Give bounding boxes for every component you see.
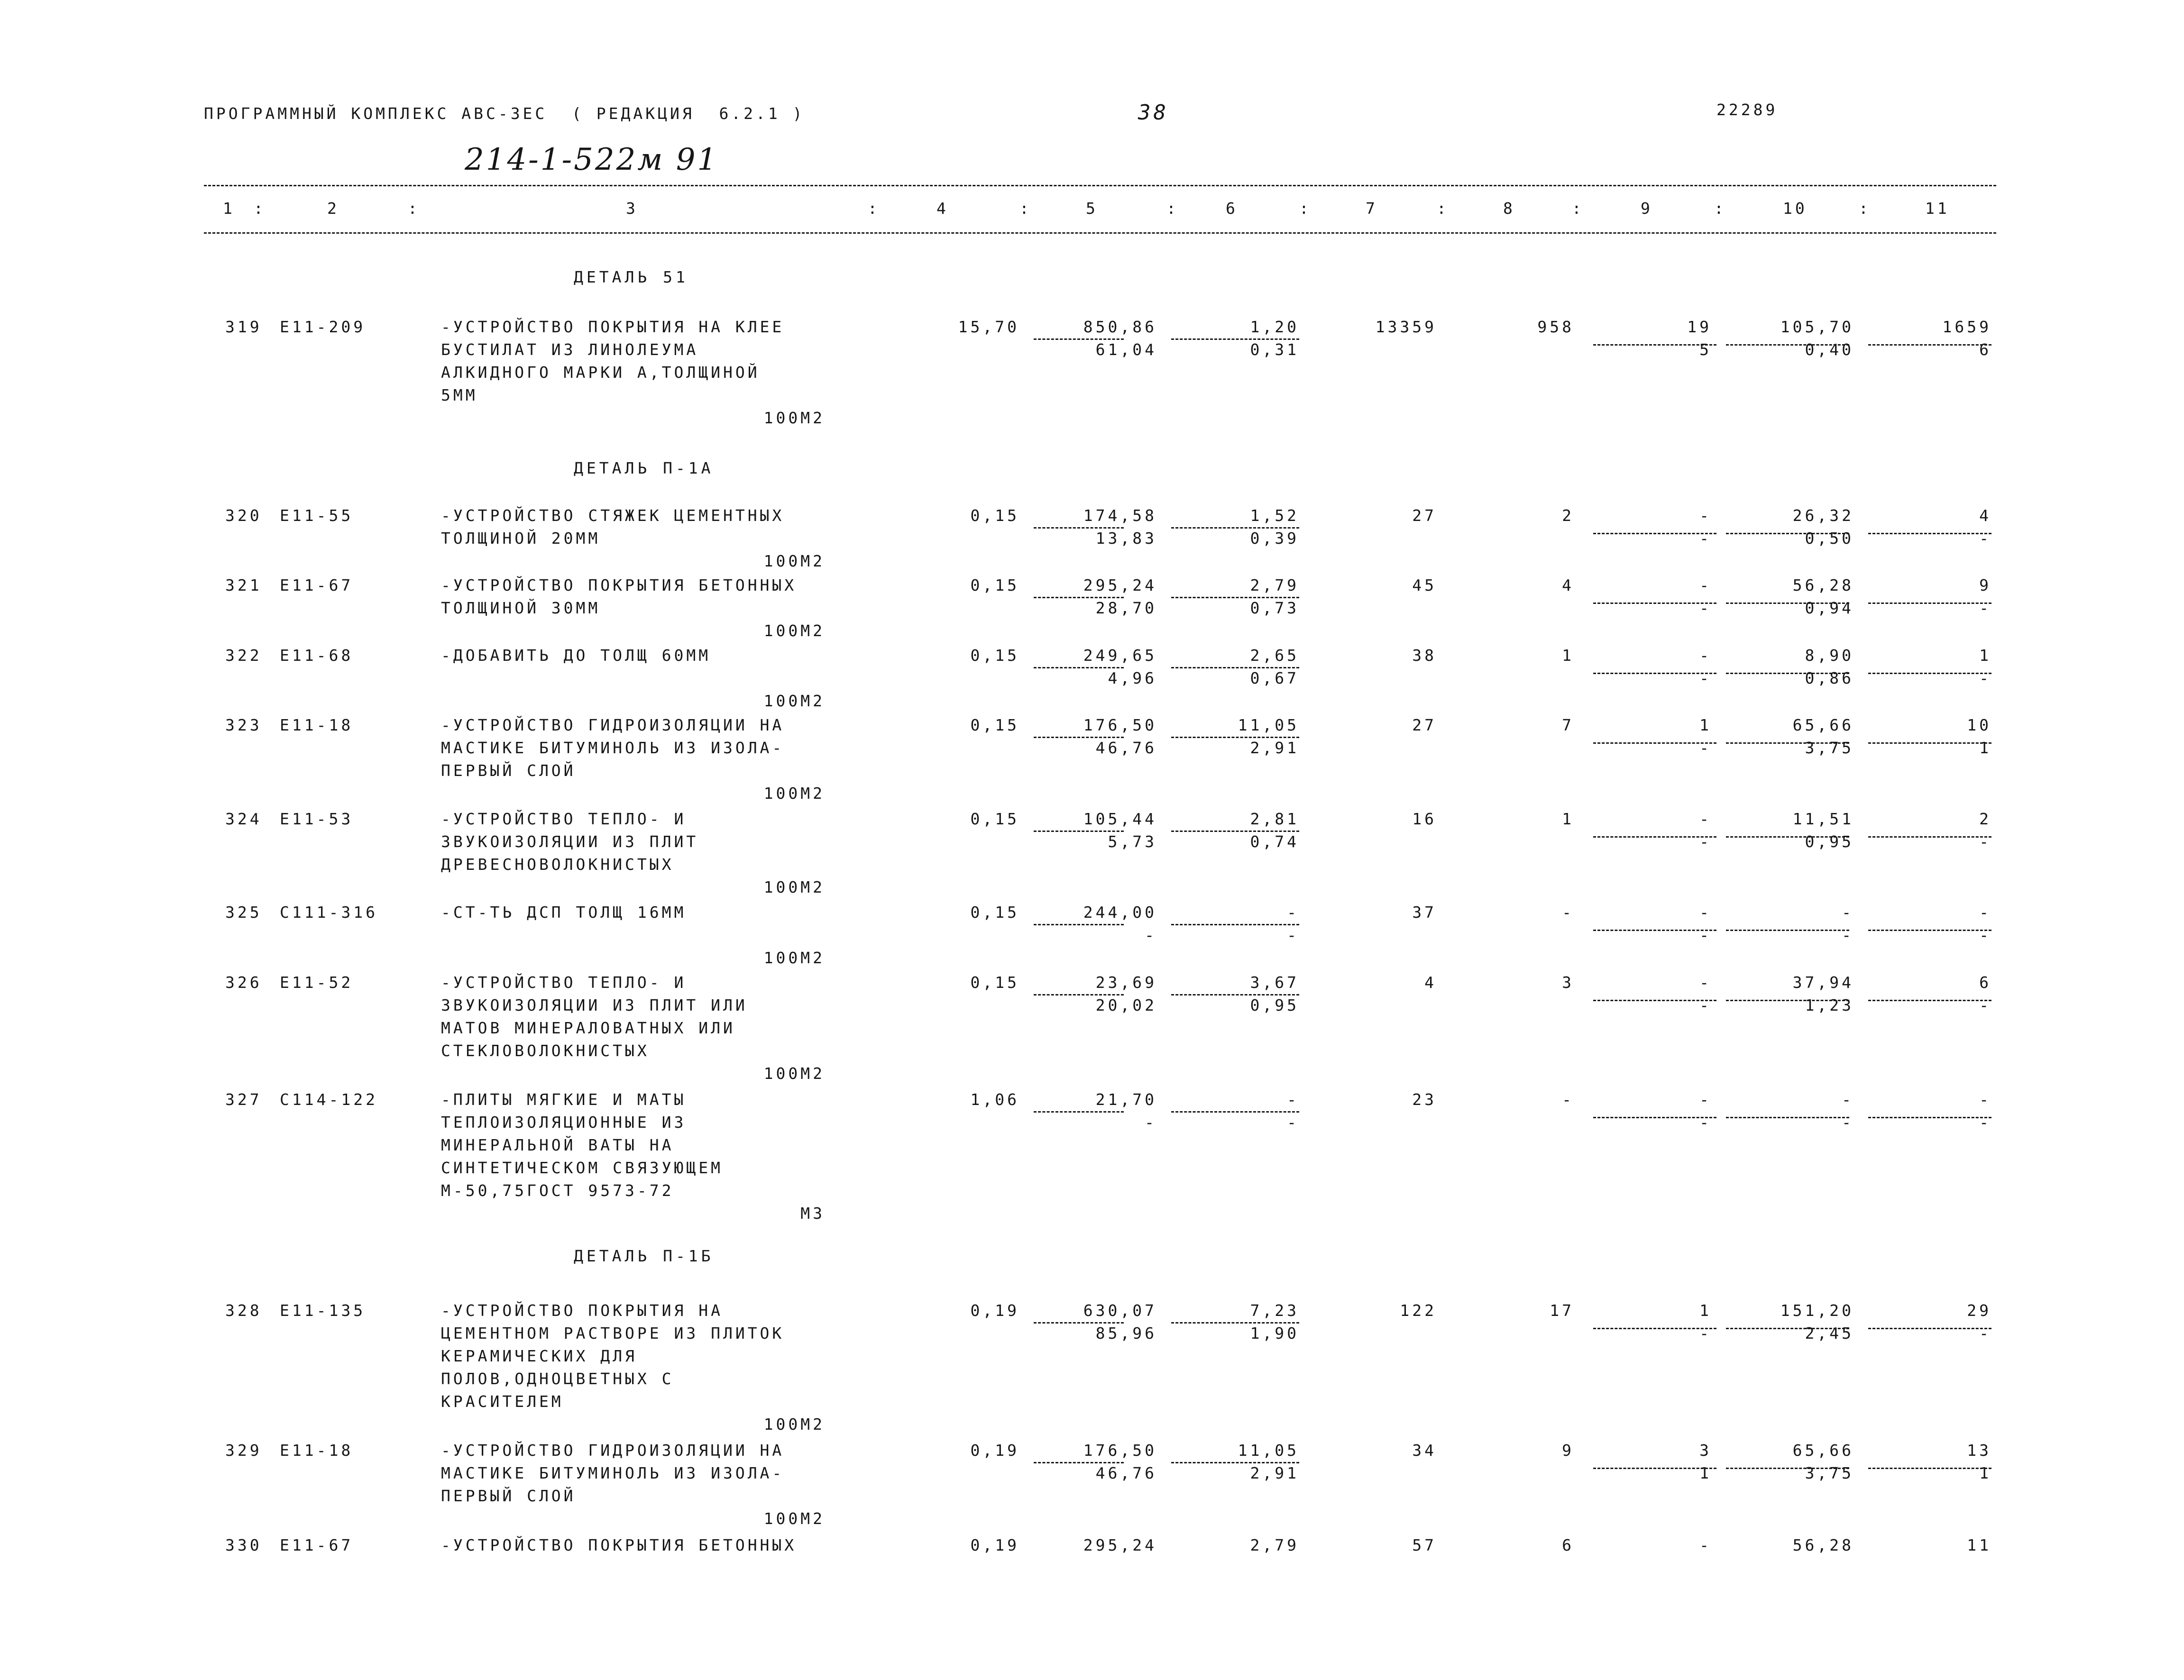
cell-col9: 3 — [1699, 1441, 1712, 1460]
cell-col8: 7 — [1562, 716, 1574, 734]
cell-col4: 15,70 — [958, 318, 1019, 336]
cell-col5-secondary: 4,96 — [1108, 669, 1157, 687]
cell-col8: 1 — [1562, 810, 1574, 828]
column-number: 7 — [1366, 199, 1378, 218]
cell-divider — [1171, 831, 1299, 832]
document-number: 22289 — [1716, 100, 1778, 119]
column-separator: : — [1714, 199, 1726, 218]
row-description-line: МАТОВ МИНЕРАЛОВАТНЫХ ИЛИ — [441, 1019, 735, 1037]
row-description-line: ЗВУКОИЗОЛЯЦИИ ИЗ ПЛИТ — [441, 832, 699, 851]
cell-col9: - — [1699, 810, 1712, 828]
row-number: 325 — [225, 903, 262, 922]
row-description-line: -СТ-ТЬ ДСП ТОЛЩ 16ММ — [441, 903, 687, 922]
cell-col11-secondary: - — [1979, 529, 1991, 548]
section-title: ДЕТАЛЬ П-1А — [574, 459, 714, 477]
cell-col5: 630,07 — [1083, 1301, 1157, 1320]
cell-col10: - — [1842, 903, 1854, 922]
cell-col6: 2,81 — [1250, 810, 1299, 828]
column-number: 2 — [327, 199, 340, 218]
column-number: 3 — [626, 199, 638, 218]
cell-col11: 29 — [1967, 1301, 1991, 1320]
row-code: Е11-52 — [280, 973, 354, 992]
cell-col11: - — [1979, 903, 1991, 922]
cell-divider — [1171, 737, 1299, 738]
cell-col5: 295,24 — [1083, 1536, 1157, 1554]
cell-col5: 176,50 — [1083, 716, 1157, 734]
column-separator: : — [408, 199, 420, 218]
cell-col6-secondary: 0,39 — [1250, 529, 1299, 548]
row-code: Е11-18 — [280, 1441, 354, 1460]
cell-col11: - — [1979, 1090, 1991, 1109]
cell-col8: 4 — [1562, 576, 1574, 594]
column-separator: : — [1437, 199, 1449, 218]
cell-col10: 11,51 — [1792, 810, 1854, 828]
cell-col8: 1 — [1562, 646, 1574, 665]
cell-col5: 295,24 — [1083, 576, 1157, 594]
cell-col7: 13359 — [1375, 318, 1437, 336]
cell-col8: - — [1562, 903, 1574, 922]
row-description-line: 5ММ — [441, 386, 478, 404]
cell-col9: - — [1699, 903, 1712, 922]
column-number: 6 — [1226, 199, 1238, 218]
cell-col9: - — [1699, 576, 1712, 594]
row-description-line: ПОЛОВ,ОДНОЦВЕТНЫХ С — [441, 1370, 674, 1388]
column-separator: : — [1166, 199, 1179, 218]
cell-col10-secondary: 3,75 — [1805, 739, 1854, 757]
cell-col5: 23,69 — [1095, 973, 1157, 992]
cell-col6: 2,65 — [1250, 646, 1299, 665]
cell-col6: 2,79 — [1250, 1536, 1299, 1554]
cell-col11-secondary: 6 — [1979, 340, 1991, 359]
cell-divider — [1034, 737, 1124, 738]
cell-divider — [1034, 1111, 1124, 1113]
cell-divider — [1171, 338, 1299, 340]
cell-col6-secondary: - — [1287, 926, 1299, 944]
row-description-line: МАСТИКЕ БИТУМИНОЛЬ ИЗ ИЗОЛА- — [441, 1464, 785, 1482]
cell-col11: 1659 — [1942, 318, 1991, 336]
cell-col9: 1 — [1699, 1301, 1712, 1320]
cell-col10: 105,70 — [1780, 318, 1854, 336]
cell-divider — [1034, 994, 1124, 995]
cell-col5-secondary: 13,83 — [1095, 529, 1157, 548]
cell-col9: - — [1699, 646, 1712, 665]
cell-col6-secondary: 0,67 — [1250, 669, 1299, 687]
cell-col11-secondary: 1 — [1979, 1464, 1991, 1482]
cell-col7: 23 — [1412, 1090, 1437, 1109]
cell-col11: 10 — [1967, 716, 1991, 734]
row-description-line: ДРЕВЕСНОВОЛОКНИСТЫХ — [441, 855, 674, 874]
row-code: Е11-68 — [280, 646, 354, 665]
cell-col6-secondary: 0,95 — [1250, 996, 1299, 1014]
cell-col5: 21,70 — [1095, 1090, 1157, 1109]
cell-col6: 11,05 — [1238, 1441, 1299, 1460]
row-unit: 100М2 — [763, 621, 825, 640]
cell-col8: 2 — [1562, 506, 1574, 525]
column-separator: : — [1299, 199, 1312, 218]
cell-col10: 65,66 — [1792, 1441, 1854, 1460]
cell-col9-secondary: - — [1699, 1324, 1712, 1342]
cell-col9: 19 — [1687, 318, 1712, 336]
cell-col5-secondary: - — [1145, 1113, 1157, 1132]
cell-col10-secondary: 2,45 — [1805, 1324, 1854, 1342]
cell-col8: 9 — [1562, 1441, 1574, 1460]
cell-col8: - — [1562, 1090, 1574, 1109]
cell-col9-secondary: 1 — [1699, 1464, 1712, 1482]
cell-divider — [1171, 527, 1299, 529]
row-number: 329 — [225, 1441, 262, 1460]
row-description-line: МАСТИКЕ БИТУМИНОЛЬ ИЗ ИЗОЛА- — [441, 739, 785, 757]
cell-col4: 0,19 — [970, 1441, 1019, 1460]
cell-col11-secondary: - — [1979, 926, 1991, 944]
cell-col10: 56,28 — [1792, 576, 1854, 594]
row-description-line: -УСТРОЙСТВО ПОКРЫТИЯ БЕТОННЫХ — [441, 576, 797, 594]
cell-col7: 27 — [1412, 506, 1437, 525]
cell-col9-secondary: 5 — [1699, 340, 1712, 359]
cell-col4: 0,15 — [970, 716, 1019, 734]
cell-col9-secondary: - — [1699, 739, 1712, 757]
cell-col6: - — [1287, 903, 1299, 922]
row-code: Е11-67 — [280, 1536, 354, 1554]
cell-col11-secondary: - — [1979, 996, 1991, 1014]
row-description-line: ЦЕМЕНТНОМ РАСТВОРЕ ИЗ ПЛИТОК — [441, 1324, 785, 1342]
cell-col10-secondary: 3,75 — [1805, 1464, 1854, 1482]
cell-col4: 0,19 — [970, 1301, 1019, 1320]
row-unit: 100М2 — [763, 552, 825, 570]
cell-col4: 0,15 — [970, 903, 1019, 922]
row-description-line: ТОЛЩИНОЙ 20ММ — [441, 529, 601, 548]
cell-col9-secondary: - — [1699, 669, 1712, 687]
header-rule-bottom — [204, 232, 1996, 234]
cell-col11-secondary: 1 — [1979, 739, 1991, 757]
column-number: 8 — [1503, 199, 1515, 218]
cell-col10-secondary: 0,95 — [1805, 832, 1854, 851]
cell-col6: 2,79 — [1250, 576, 1299, 594]
row-description-line: ТОЛЩИНОЙ 30ММ — [441, 599, 601, 617]
row-number: 327 — [225, 1090, 262, 1109]
cell-col11: 4 — [1979, 506, 1991, 525]
cell-col5: 174,58 — [1083, 506, 1157, 525]
cell-col6: 3,67 — [1250, 973, 1299, 992]
cell-col7: 45 — [1412, 576, 1437, 594]
cell-col9-secondary: - — [1699, 1113, 1712, 1132]
cell-col6: 1,20 — [1250, 318, 1299, 336]
column-number: 11 — [1925, 199, 1950, 218]
row-code: Е11-18 — [280, 716, 354, 734]
row-description-line: БУСТИЛАТ ИЗ ЛИНОЛЕУМА — [441, 340, 699, 359]
cell-col6: 1,52 — [1250, 506, 1299, 525]
cell-col6-secondary: 0,74 — [1250, 832, 1299, 851]
row-unit: 100М2 — [763, 878, 825, 896]
row-unit: 100М2 — [763, 409, 825, 427]
cell-col9-secondary: - — [1699, 996, 1712, 1014]
row-description-line: -УСТРОЙСТВО ТЕПЛО- И — [441, 973, 687, 992]
row-unit: 100М2 — [763, 1064, 825, 1083]
row-unit: 100М2 — [763, 784, 825, 803]
cell-col10: 65,66 — [1792, 716, 1854, 734]
cell-col6-secondary: 2,91 — [1250, 1464, 1299, 1482]
cell-col11: 13 — [1967, 1441, 1991, 1460]
cell-col11-secondary: - — [1979, 599, 1991, 617]
cell-col10-secondary: 0,94 — [1805, 599, 1854, 617]
cell-col11-secondary: - — [1979, 832, 1991, 851]
cell-col11: 9 — [1979, 576, 1991, 594]
row-description-line: ПЕРВЫЙ СЛОЙ — [441, 1487, 576, 1505]
column-number: 1 — [223, 199, 235, 218]
row-code: Е11-67 — [280, 576, 354, 594]
column-separator: : — [1019, 199, 1032, 218]
cell-divider — [1034, 597, 1124, 598]
cell-col7: 34 — [1412, 1441, 1437, 1460]
cell-col11-secondary: - — [1979, 1324, 1991, 1342]
cell-divider — [1034, 338, 1124, 340]
row-number: 324 — [225, 810, 262, 828]
cell-col7: 16 — [1412, 810, 1437, 828]
cell-col9-secondary: - — [1699, 832, 1712, 851]
cell-col7: 57 — [1412, 1536, 1437, 1554]
row-code: С114-122 — [280, 1090, 378, 1109]
cell-col8: 958 — [1537, 318, 1574, 336]
handwritten-project-code: 214-1-522м 91 — [465, 142, 719, 177]
cell-col5: 176,50 — [1083, 1441, 1157, 1460]
cell-col6-secondary: 0,31 — [1250, 340, 1299, 359]
cell-col10: 37,94 — [1792, 973, 1854, 992]
row-number: 320 — [225, 506, 262, 525]
row-number: 321 — [225, 576, 262, 594]
row-code: Е11-53 — [280, 810, 354, 828]
cell-col6: 7,23 — [1250, 1301, 1299, 1320]
cell-col11-secondary: - — [1979, 1113, 1991, 1132]
cell-col9-secondary: - — [1699, 529, 1712, 548]
cell-col5-secondary: - — [1145, 926, 1157, 944]
cell-col4: 0,19 — [970, 1536, 1019, 1554]
cell-col6-secondary: 0,73 — [1250, 599, 1299, 617]
row-number: 319 — [225, 318, 262, 336]
cell-col10-secondary: 0,50 — [1805, 529, 1854, 548]
cell-col5-secondary: 46,76 — [1095, 1464, 1157, 1482]
cell-divider — [1034, 527, 1124, 529]
row-description-line: КЕРАМИЧЕСКИХ ДЛЯ — [441, 1347, 637, 1365]
cell-divider — [1171, 1322, 1299, 1324]
cell-col5-secondary: 85,96 — [1095, 1324, 1157, 1342]
cell-col4: 1,06 — [970, 1090, 1019, 1109]
cell-divider — [1171, 1111, 1299, 1113]
row-code: Е11-135 — [280, 1301, 366, 1320]
cell-col9: - — [1699, 1090, 1712, 1109]
cell-col10: 56,28 — [1792, 1536, 1854, 1554]
cell-col9: 1 — [1699, 716, 1712, 734]
row-description-line: -УСТРОЙСТВО ТЕПЛО- И — [441, 810, 687, 828]
header-rule-top — [204, 185, 1996, 186]
row-description-line: ТЕПЛОИЗОЛЯЦИОННЫЕ ИЗ — [441, 1113, 687, 1132]
cell-col6-secondary: 1,90 — [1250, 1324, 1299, 1342]
cell-col7: 122 — [1400, 1301, 1437, 1320]
row-description-line: -УСТРОЙСТВО ГИДРОИЗОЛЯЦИИ НА — [441, 1441, 785, 1460]
cell-divider — [1034, 667, 1124, 668]
cell-divider — [1034, 924, 1124, 925]
cell-col10: 151,20 — [1780, 1301, 1854, 1320]
cell-col5: 249,65 — [1083, 646, 1157, 665]
row-description-line: М-50,75ГОСТ 9573-72 — [441, 1181, 674, 1200]
row-code: Е11-209 — [280, 318, 366, 336]
section-title: ДЕТАЛЬ 51 — [574, 268, 688, 286]
row-number: 326 — [225, 973, 262, 992]
cell-col7: 27 — [1412, 716, 1437, 734]
column-number: 4 — [936, 199, 949, 218]
row-description-line: АЛКИДНОГО МАРКИ А,ТОЛЩИНОЙ — [441, 363, 760, 382]
cell-col4: 0,15 — [970, 646, 1019, 665]
row-description-line: СТЕКЛОВОЛОКНИСТЫХ — [441, 1041, 650, 1060]
row-unit: 100М2 — [763, 1509, 825, 1528]
column-number: 5 — [1086, 199, 1098, 218]
row-code: Е11-55 — [280, 506, 354, 525]
cell-col4: 0,15 — [970, 576, 1019, 594]
cell-col6: - — [1287, 1090, 1299, 1109]
cell-col8: 17 — [1550, 1301, 1574, 1320]
column-separator: : — [1859, 199, 1871, 218]
column-separator: : — [254, 199, 266, 218]
cell-divider — [1034, 831, 1124, 832]
row-code: С111-316 — [280, 903, 378, 922]
cell-col4: 0,15 — [970, 506, 1019, 525]
cell-col9: - — [1699, 506, 1712, 525]
cell-divider — [1034, 1462, 1124, 1463]
row-description-line: КРАСИТЕЛЕМ — [441, 1392, 564, 1411]
row-description-line: ЗВУКОИЗОЛЯЦИИ ИЗ ПЛИТ ИЛИ — [441, 996, 748, 1014]
row-unit: 100М2 — [763, 692, 825, 710]
column-number: 9 — [1641, 199, 1653, 218]
row-description-line: -ДОБАВИТЬ ДО ТОЛЩ 60ММ — [441, 646, 711, 665]
cell-col9-secondary: - — [1699, 926, 1712, 944]
cell-divider — [1171, 994, 1299, 995]
cell-col6-secondary: 2,91 — [1250, 739, 1299, 757]
cell-col10-secondary: 0,40 — [1805, 340, 1854, 359]
column-separator: : — [868, 199, 880, 218]
cell-col9: - — [1699, 1536, 1712, 1554]
cell-col4: 0,15 — [970, 973, 1019, 992]
cell-col6-secondary: - — [1287, 1113, 1299, 1132]
cell-col4: 0,15 — [970, 810, 1019, 828]
cell-col8: 6 — [1562, 1536, 1574, 1554]
row-description-line: -УСТРОЙСТВО ПОКРЫТИЯ НА КЛЕЕ — [441, 318, 785, 336]
row-description-line: -ПЛИТЫ МЯГКИЕ И МАТЫ — [441, 1090, 687, 1109]
cell-col10-secondary: - — [1842, 926, 1854, 944]
cell-col10: - — [1842, 1090, 1854, 1109]
cell-col9: - — [1699, 973, 1712, 992]
row-number: 323 — [225, 716, 262, 734]
cell-divider — [1034, 1322, 1124, 1324]
cell-col9-secondary: - — [1699, 599, 1712, 617]
row-description-line: -УСТРОЙСТВО ГИДРОИЗОЛЯЦИИ НА — [441, 716, 785, 734]
cell-col5-secondary: 46,76 — [1095, 739, 1157, 757]
row-description-line: СИНТЕТИЧЕСКОМ СВЯЗУЮЩЕМ — [441, 1159, 723, 1177]
cell-col8: 3 — [1562, 973, 1574, 992]
column-separator: : — [1572, 199, 1584, 218]
page-number: 38 — [1138, 100, 1169, 125]
cell-col5: 850,86 — [1083, 318, 1157, 336]
row-unit: М3 — [800, 1204, 825, 1223]
cell-divider — [1171, 667, 1299, 668]
cell-divider — [1171, 924, 1299, 925]
cell-col7: 38 — [1412, 646, 1437, 665]
cell-col5-secondary: 61,04 — [1095, 340, 1157, 359]
row-number: 328 — [225, 1301, 262, 1320]
row-description-line: -УСТРОЙСТВО ПОКРЫТИЯ БЕТОННЫХ — [441, 1536, 797, 1554]
column-number: 10 — [1783, 199, 1808, 218]
row-description-line: -УСТРОЙСТВО ПОКРЫТИЯ НА — [441, 1301, 723, 1320]
program-header: ПРОГРАММНЫЙ КОМПЛЕКС АВС-3ЕС ( РЕДАКЦИЯ 6.2.1 ) — [204, 104, 805, 123]
cell-col5-secondary: 5,73 — [1108, 832, 1157, 851]
row-number: 322 — [225, 646, 262, 665]
cell-col10-secondary: 0,86 — [1805, 669, 1854, 687]
cell-col11-secondary: - — [1979, 669, 1991, 687]
cell-col5-secondary: 20,02 — [1095, 996, 1157, 1014]
cell-col6: 11,05 — [1238, 716, 1299, 734]
row-unit: 100М2 — [763, 949, 825, 967]
cell-col11: 6 — [1979, 973, 1991, 992]
cell-col10: 8,90 — [1805, 646, 1854, 665]
cell-col7: 37 — [1412, 903, 1437, 922]
row-description-line: -УСТРОЙСТВО СТЯЖЕК ЦЕМЕНТНЫХ — [441, 506, 785, 525]
cell-col5-secondary: 28,70 — [1095, 599, 1157, 617]
cell-col11: 1 — [1979, 646, 1991, 665]
cell-col7: 4 — [1424, 973, 1437, 992]
section-title: ДЕТАЛЬ П-1Б — [574, 1247, 714, 1265]
cell-col11: 2 — [1979, 810, 1991, 828]
row-number: 330 — [225, 1536, 262, 1554]
cell-col5: 105,44 — [1083, 810, 1157, 828]
cell-col11: 11 — [1967, 1536, 1991, 1554]
cell-col10-secondary: - — [1842, 1113, 1854, 1132]
cell-col5: 244,00 — [1083, 903, 1157, 922]
row-description-line: МИНЕРАЛЬНОЙ ВАТЫ НА — [441, 1136, 674, 1154]
cell-divider — [1171, 597, 1299, 598]
row-description-line: ПЕРВЫЙ СЛОЙ — [441, 761, 576, 780]
cell-col10-secondary: 1,23 — [1805, 996, 1854, 1014]
cell-divider — [1171, 1462, 1299, 1463]
row-unit: 100М2 — [763, 1415, 825, 1433]
cell-col10: 26,32 — [1792, 506, 1854, 525]
